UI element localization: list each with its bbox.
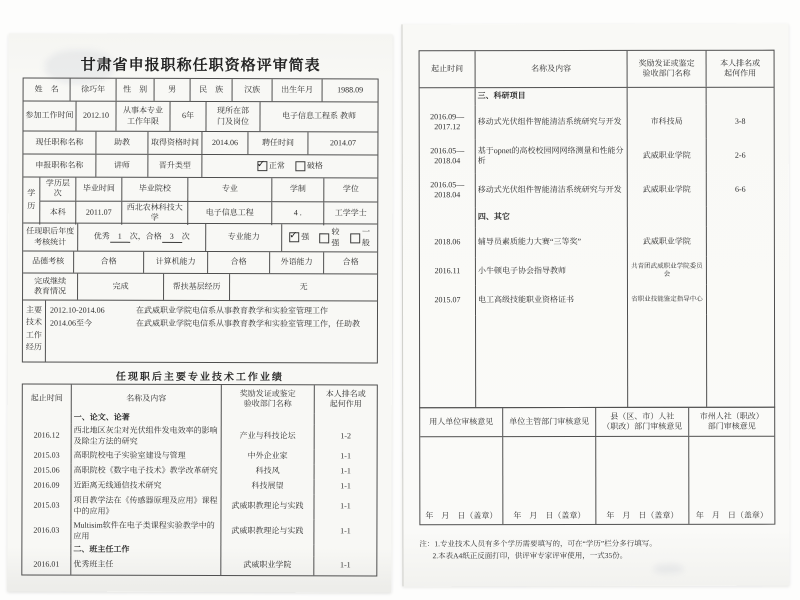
- cell-date: 2015.07: [434, 295, 461, 305]
- hire-time-label: 聘任时间: [247, 132, 307, 154]
- cell-date: 2016.09: [33, 480, 60, 490]
- length-header: 学制: [271, 178, 323, 201]
- table-row: [23, 479, 377, 495]
- cell-date: [23, 413, 71, 424]
- cell-content: 西北地区灰尘对光伏组件发电效率的影响及除尘方法的研究: [71, 424, 221, 449]
- cell-date: [22, 544, 70, 556]
- cell-rank: 2-6: [706, 139, 774, 173]
- assess-text: 次，合格: [129, 232, 162, 242]
- cell-dept: 科技风: [221, 464, 314, 479]
- current-title-value: 助教: [95, 132, 147, 154]
- foreign-label: 外语能力: [269, 252, 323, 273]
- grassroots-label: 帮扶基层经历: [163, 274, 229, 300]
- cell-content: 移动式光伏组件智能清洁系统研究与开发: [475, 105, 627, 139]
- cell-date: 2015.03: [33, 450, 60, 460]
- opinion-header-employer: 用人单位审核意见: [429, 416, 494, 427]
- education-side-label: 学历: [27, 188, 36, 211]
- form-notes: [419, 538, 775, 563]
- opinions-header-row: [420, 408, 774, 437]
- promo-option-label: 破格: [306, 161, 323, 171]
- gender-label: 性 别: [116, 79, 154, 101]
- checkbox-icon: [295, 161, 305, 171]
- cell-rank: [706, 285, 774, 315]
- checkbox-checked-icon: [257, 161, 267, 171]
- scan-artifact: [653, 564, 683, 574]
- cell-date: [420, 88, 475, 105]
- col-header-dept: 奖励发证或鉴定 验收部门名称: [627, 51, 706, 87]
- col-header-rank: 本人排名或 起何作用: [314, 385, 377, 413]
- cell-content: 小牛顿电子协会指导教师: [475, 257, 627, 285]
- cell-date: 2016.03: [33, 525, 60, 535]
- cell-content: 高职院校《数字电子技术》教学改革研究: [71, 464, 221, 479]
- cell-date: 2016.09— 2017.12: [430, 111, 465, 132]
- foreign-value: 合格: [323, 252, 377, 273]
- cell-rank: 1-1: [313, 519, 376, 544]
- join-label: 参加工作时间: [25, 110, 74, 120]
- computer-value: 合格: [207, 252, 269, 273]
- col-header-content: 名称及内容: [475, 51, 627, 87]
- cell-dept: 武威职业学院: [627, 173, 706, 207]
- table-row: [420, 105, 774, 140]
- opinions-body-row: [420, 436, 774, 525]
- cell-dept: 武威职教理论与实践: [220, 519, 313, 544]
- dept-value: 电子信息工程系 教师: [259, 102, 377, 131]
- assess-text: 次: [181, 232, 190, 242]
- cell-dept: 武威职业学院: [627, 227, 706, 257]
- promotion-type-label: 晋升类型: [147, 155, 201, 177]
- cell-dept: 市科技局: [627, 105, 706, 139]
- cell-date: 2015.03: [33, 500, 60, 510]
- computer-label: 计算机能力: [143, 252, 207, 273]
- cell-rank: [706, 88, 774, 105]
- promo-option-normal: [257, 161, 285, 171]
- moral-value: 合格: [73, 252, 143, 273]
- cell-date: 2018.06: [434, 237, 461, 247]
- length-value: 4 .: [271, 202, 323, 225]
- gender-value: 男: [154, 79, 190, 101]
- cell-dept: 产业与科技论坛: [221, 424, 314, 449]
- cell-content: 二、班主任工作: [70, 544, 220, 556]
- assessment-value: [77, 224, 205, 251]
- cell-content: 移动式光伏组件智能清洁系统研究与开发: [475, 173, 627, 207]
- experience-period: 2014.06至今: [49, 318, 92, 329]
- table-row: [420, 139, 774, 174]
- qualification-time-label: 取得资格时间: [147, 132, 201, 154]
- school-value: 西北农林科技大学: [121, 202, 187, 225]
- cell-rank: 1-1: [313, 556, 376, 575]
- years-value: 6年: [169, 102, 205, 131]
- cell-rank: [314, 413, 377, 424]
- cell-date: 2016.12: [33, 430, 60, 440]
- cell-date: [420, 207, 475, 227]
- cell-dept: [627, 207, 706, 227]
- empty-row: [420, 315, 774, 408]
- cell-rank: 1-1: [314, 479, 377, 494]
- education-block: [23, 177, 377, 224]
- checkbox-icon: [319, 233, 329, 243]
- page-2: [402, 24, 790, 587]
- grad-time-header: 毕业时间: [75, 178, 121, 201]
- promo-option-label: 正常: [268, 160, 285, 171]
- note-line: 注：1.专业技术人员有多个学历需要填写的，可在“学历”栏分多行填写。: [419, 538, 657, 549]
- table-row: [23, 273, 377, 301]
- opinion-date-stamp: 年 月 日（盖章）: [595, 437, 688, 524]
- cell-rank: [706, 207, 774, 227]
- table-header-row: [420, 51, 774, 88]
- checkbox-checked-icon: [289, 233, 299, 243]
- page-1: [7, 33, 392, 592]
- basic-info-table: [22, 78, 379, 364]
- edu-level-header: 学历层次: [39, 178, 75, 201]
- table-row: [23, 449, 377, 465]
- ability-options: [281, 224, 377, 251]
- ability-option-label: 强: [301, 232, 310, 242]
- experience-content: [45, 301, 377, 363]
- col-header-date: 起止时间: [431, 64, 464, 74]
- cell-rank: 1-1: [313, 494, 376, 519]
- table-row: [420, 257, 774, 286]
- achievements-table-continued: [419, 50, 776, 409]
- assess-text: 优秀: [93, 232, 110, 242]
- cell-date: 2015.06: [33, 465, 60, 475]
- cell-rank: 3-8: [706, 105, 774, 139]
- promo-option-exception: [295, 161, 323, 171]
- experience-desc: 在武威职业学院电信系从事教育教学和实验室管理工作，任助教: [135, 319, 360, 329]
- birth-label: 出生年月: [272, 79, 322, 101]
- table-row: [22, 519, 376, 545]
- opinion-header-county: 县（区、市）人社 （职改）部门审核意见: [595, 408, 688, 436]
- ability-option-fair: [319, 227, 340, 248]
- cell-rank: [313, 544, 376, 556]
- ability-option-strong: [289, 233, 309, 243]
- cell-rank: [706, 257, 774, 285]
- table-row: [420, 207, 774, 228]
- cell-dept: 中外企业家: [221, 449, 314, 464]
- ability-label: 专业能力: [205, 224, 281, 251]
- ability-option-label: 一般: [361, 227, 370, 247]
- table-row: [23, 413, 377, 425]
- assessment-label: 任现职后年度考核统计: [26, 226, 75, 247]
- cell-date: 2016.05— 2018.04: [430, 145, 465, 166]
- apply-title-value: 讲师: [95, 155, 147, 177]
- birth-value: 1988.09: [322, 79, 378, 101]
- cell-content: 基于opnet的高校校园网网络测量和性能分析: [475, 139, 627, 173]
- cell-date: 2016.11: [434, 266, 461, 276]
- experience-period: 2012.10-2014.06: [49, 305, 105, 315]
- grassroots-value: 无: [229, 274, 377, 300]
- cell-rank: [706, 227, 774, 257]
- experience-row: [23, 300, 377, 363]
- table-row: [23, 131, 377, 155]
- cell-content: 一、论文、论著: [71, 413, 221, 424]
- assess-pass-count: 3: [162, 232, 182, 243]
- cell-date: 2016.05— 2018.04: [430, 179, 465, 200]
- cell-rank: 1-2: [314, 424, 377, 449]
- continuing-edu-value: 完成: [77, 274, 163, 300]
- major-value: 电子信息工程: [187, 202, 271, 225]
- table-row: [22, 556, 376, 576]
- ethnic-value: 汉族: [232, 79, 272, 101]
- table-row: [420, 87, 774, 106]
- table-row: [23, 154, 377, 178]
- col-header-date: 起止时间: [30, 393, 63, 403]
- opinion-date-stamp: 年 月 日（盖章）: [688, 437, 774, 524]
- cell-content: 高职院校电子实验室建设与管理: [71, 449, 221, 464]
- hire-time-value: 2014.07: [307, 132, 377, 154]
- table-row: [23, 101, 377, 132]
- degree-header: 学位: [323, 178, 377, 201]
- grad-time-value: 2011.07: [75, 201, 121, 224]
- cell-dept: 共青团武威职业学院委员会: [627, 257, 706, 285]
- col-header-rank: 本人排名或 起何作用: [706, 51, 774, 87]
- years-label: 从事本专业 工作年限: [115, 102, 169, 131]
- continuing-edu-label: 完成继续 教育情况: [34, 276, 67, 296]
- table-header-row: [23, 385, 377, 414]
- experience-line: [50, 319, 373, 330]
- table-row: [420, 227, 774, 258]
- note-line: 2.本表A4纸正反面打印，供评审专家评审使用，一式35份。: [432, 550, 628, 561]
- achievements-section-title: 任现职后主要专业技术工作业绩: [115, 371, 284, 384]
- opinion-date-stamp: 年 月 日（盖章）: [502, 437, 595, 524]
- cell-content: Multisim软件在电子类课程实验教学中的应用: [70, 519, 220, 544]
- table-row: [23, 424, 377, 450]
- cell-content: 近距离无线通信技术研究: [71, 479, 221, 494]
- name-label: 姓 名: [34, 84, 59, 94]
- experience-desc: 在武威职业学院电信系从事教育教学和实验室管理工作: [135, 305, 329, 316]
- table-row: [420, 285, 774, 316]
- ability-option-general: [350, 228, 371, 249]
- col-header-content: 名称及内容: [71, 385, 221, 413]
- opinions-table: [419, 407, 775, 526]
- cell-rank: 6-6: [706, 173, 774, 207]
- cell-dept: [221, 413, 314, 424]
- current-title-label: 现任职称名称: [35, 137, 84, 147]
- cell-dept: [220, 544, 313, 556]
- qualification-time-value: 2014.06: [201, 132, 247, 154]
- checkbox-icon: [350, 233, 360, 243]
- table-row: [420, 173, 774, 208]
- cell-rank: 1-1: [314, 464, 377, 479]
- opinion-date-stamp: 年 月 日（盖章）: [425, 510, 498, 520]
- cell-content: 四、其它: [475, 207, 627, 227]
- table-row: [22, 494, 376, 520]
- assess-excellent-count: 1: [110, 232, 130, 243]
- cell-empty: [706, 315, 774, 407]
- cell-dept: 省职业技能鉴定指导中心: [627, 285, 706, 315]
- achievements-table: [21, 384, 378, 577]
- cell-dept: 武威职业学院: [220, 556, 313, 575]
- cell-content: 三、科研项目: [475, 88, 627, 105]
- moral-label: 品德考核: [32, 256, 65, 266]
- experience-line: [50, 306, 373, 317]
- promotion-type-options: [201, 155, 377, 177]
- cell-empty: [627, 315, 706, 407]
- ability-option-label: 较强: [331, 227, 340, 247]
- degree-value: 工学学士: [323, 202, 377, 225]
- cell-dept: 武威职业学院: [627, 139, 706, 173]
- experience-side-label: 主要技术工作经历: [25, 305, 43, 352]
- table-row: [24, 79, 378, 102]
- col-header-dept: 奖励发证或鉴定 验收部门名称: [221, 385, 314, 413]
- cell-content: 电工高级技能职业资格证书: [475, 285, 627, 315]
- form-title: 甘肃省申报职称任职资格评审简表: [80, 57, 321, 75]
- cell-rank: 1-1: [314, 449, 377, 464]
- cell-empty: [475, 315, 627, 407]
- cell-dept: [627, 88, 706, 105]
- opinion-header-supervisor: 单位主管部门审核意见: [502, 408, 595, 436]
- table-row: [22, 544, 376, 557]
- join-value: 2012.10: [75, 102, 115, 131]
- cell-dept: 科技展望: [221, 479, 314, 494]
- table-row: [23, 464, 377, 480]
- name-value: 徐巧年: [70, 79, 116, 101]
- cell-dept: 武威职教理论与实践: [220, 494, 313, 519]
- table-row: [23, 251, 377, 274]
- apply-title-label: 申报职称名称: [35, 160, 84, 170]
- edu-level-value: 本科: [39, 201, 75, 224]
- opinion-header-city: 市州人社（职改） 部门审核意见: [688, 408, 774, 436]
- table-row: [23, 223, 377, 252]
- school-header: 毕业院校: [121, 178, 187, 201]
- cell-date: 2016.01: [33, 559, 60, 569]
- cell-empty: [420, 315, 475, 407]
- cell-content: 项目教学法在《传感器原理及应用》课程中的应用》: [70, 494, 220, 519]
- cell-content: 辅导员素质能力大赛“三等奖”: [475, 227, 627, 257]
- cell-content: 优秀班主任: [70, 556, 220, 575]
- ethnic-label: 民 族: [190, 79, 232, 101]
- major-header: 专业: [187, 178, 271, 201]
- dept-label: 现所在部 门及岗位: [205, 102, 259, 131]
